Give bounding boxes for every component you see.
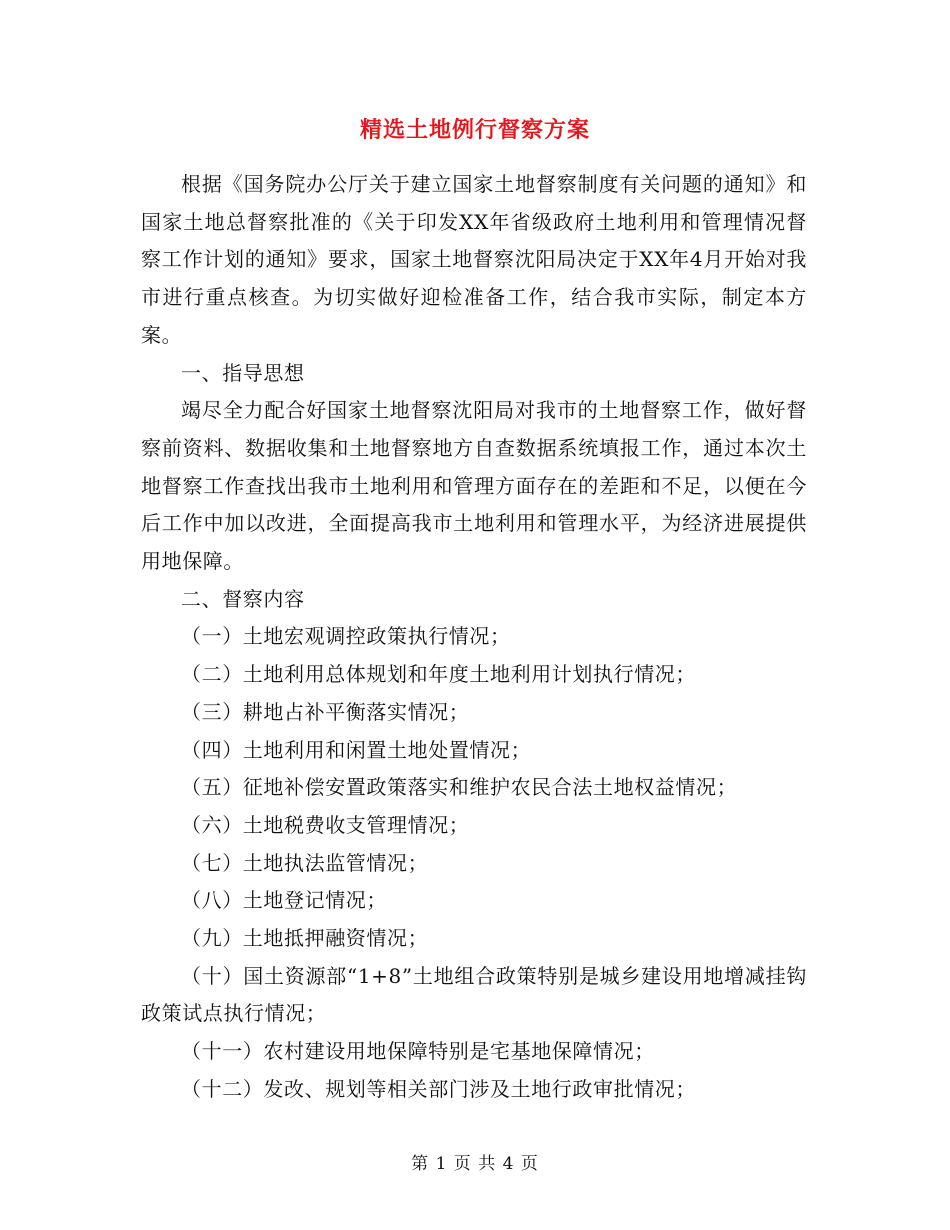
- inspection-item: （一）土地宏观调控政策执行情况；: [181, 624, 511, 649]
- document-body: [141, 166, 807, 1109]
- inspection-item: （四）土地利用和闲置土地处置情况；: [181, 737, 532, 762]
- inspection-item: （八）土地登记情况；: [181, 888, 387, 913]
- inspection-item: （二）土地利用总体规划和年度土地利用计划执行情况；: [181, 662, 696, 687]
- inspection-item: （九）土地抵押融资情况；: [181, 926, 429, 951]
- page-footer: 第 1 页 共 4 页: [411, 1154, 539, 1174]
- inspection-item: （十二）发改、规划等相关部门涉及土地行政审批情况；: [181, 1076, 696, 1101]
- inspection-item: （十一）农村建设用地保障特别是宅基地保障情况；: [181, 1039, 655, 1064]
- section-heading-guiding-principle: 一、指导思想: [181, 360, 305, 385]
- inspection-item: （三）耕地占补平衡落实情况；: [181, 699, 470, 724]
- document-title: 精选土地例行督察方案: [359, 117, 590, 143]
- section-heading-inspection-content: 二、督察内容: [181, 586, 305, 611]
- inspection-item: （六）土地税费收支管理情况；: [181, 812, 470, 837]
- guiding-principle-paragraph: 竭尽全力配合好国家土地督察沈阳局对我市的土地督察工作，做好督察前资料、数据收集和土地督察地方自查数据系统填报工作，通过本次土地督察工作查找出我市土地利用和管理方面存在的差距和不足，以便在今后工作中加以改进，全面提高我市土地利用和管理水平，为经济进展提供用地保障。: [141, 398, 807, 574]
- inspection-item: （七）土地执法监管情况；: [181, 850, 429, 875]
- inspection-item: （五）征地补偿安置政策落实和维护农民合法土地权益情况；: [181, 775, 738, 800]
- intro-paragraph: 根据《国务院办公厅关于建立国家土地督察制度有关问题的通知》和国家土地总督察批准的《关于印发XX年省级政府土地利用和管理情况督察工作计划的通知》要求，国家土地督察沈阳局决定于XX年4月开始对我市进行重点核查。为切实做好迎检准备工作，结合我市实际，制定本方案。: [141, 172, 807, 347]
- inspection-item: （十）国土资源部“1+8”土地组合政策特别是城乡建设用地增减挂钩政策试点执行情况；: [141, 963, 807, 1026]
